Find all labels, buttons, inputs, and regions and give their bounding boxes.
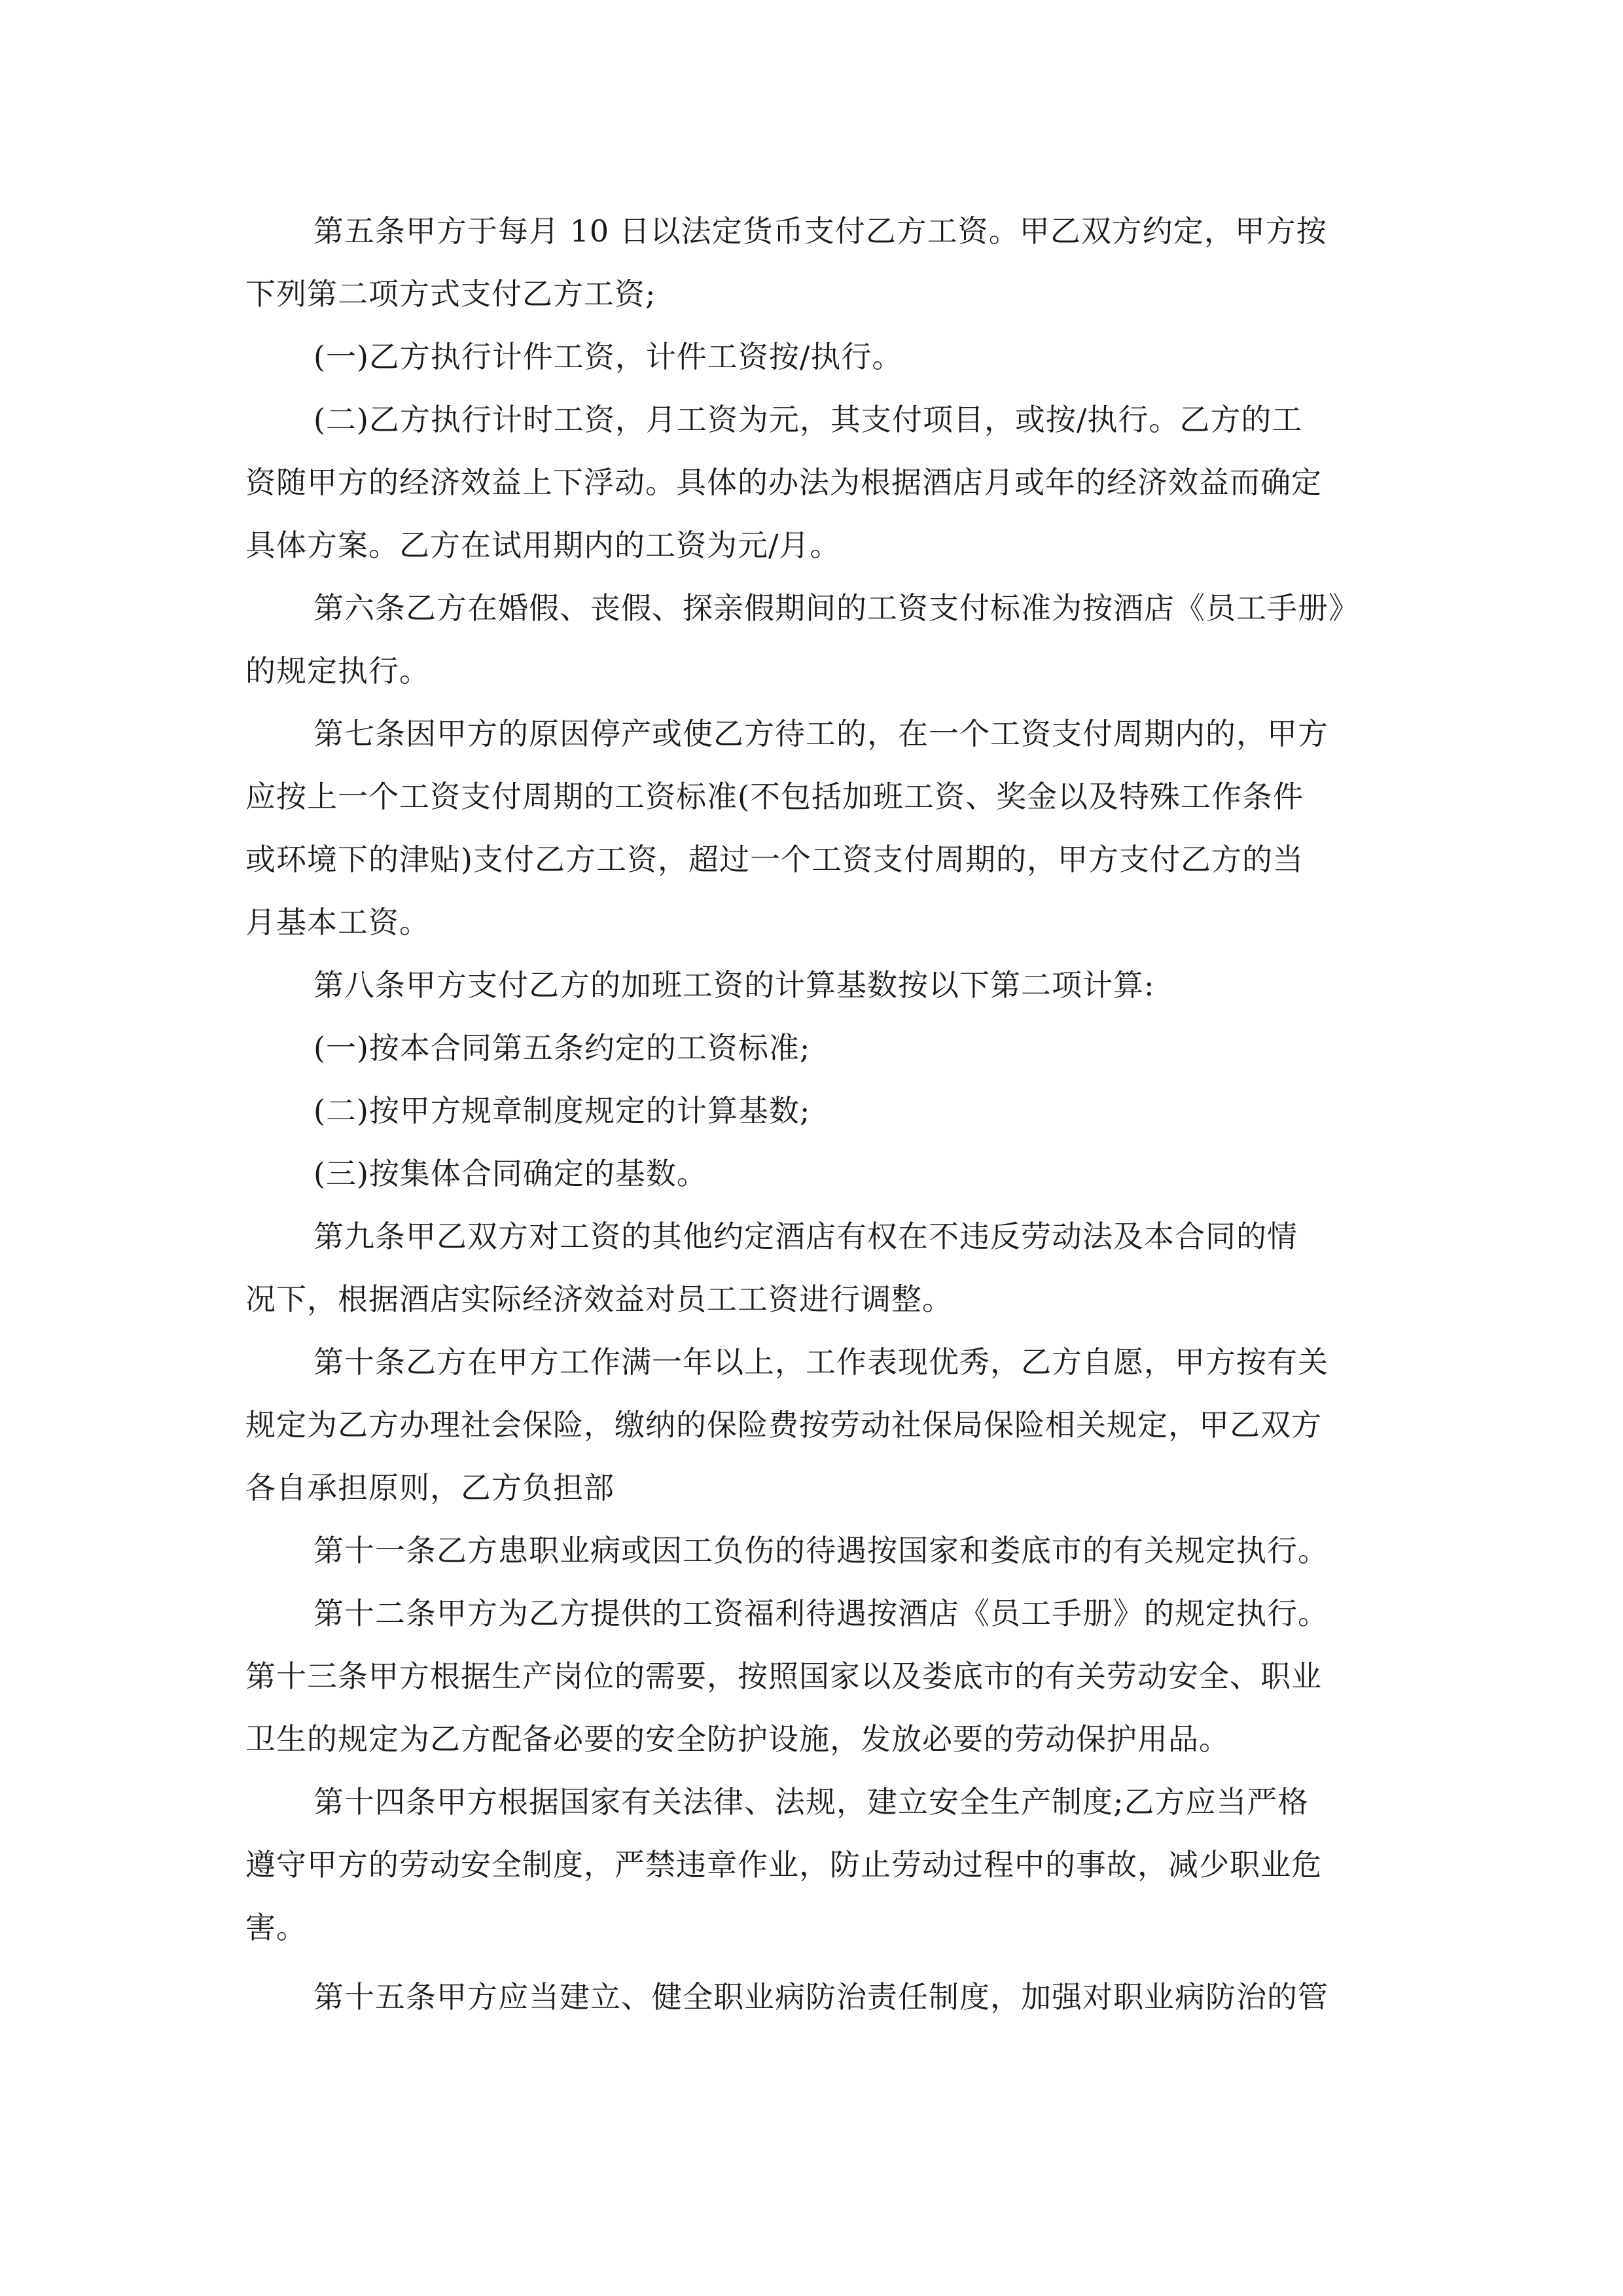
paragraph-line: 的规定执行。 xyxy=(245,653,430,689)
paragraph-line: 规定为乙方办理社会保险，缴纳的保险费按劳动社保局保险相关规定，甲乙双方 xyxy=(245,1407,1322,1443)
paragraph-line: 应按上一个工资支付周期的工资标准(不包括加班工资、奖金以及特殊工作条件 xyxy=(245,779,1304,814)
paragraph-line: (三)按集体合同确定的基数。 xyxy=(313,1156,707,1191)
paragraph-line: 第八条甲方支付乙方的加班工资的计算基数按以下第二项计算: xyxy=(313,967,1155,1003)
paragraph-line: 遵守甲方的劳动安全制度，严禁违章作业，防止劳动过程中的事故，减少职业危 xyxy=(245,1847,1322,1882)
paragraph-line: 月基本工资。 xyxy=(245,905,430,940)
paragraph-line: 各自承担原则，乙方负担部 xyxy=(245,1470,615,1505)
paragraph-line: 况下，根据酒店实际经济效益对员工工资进行调整。 xyxy=(245,1282,953,1317)
paragraph-line: 第十二条甲方为乙方提供的工资福利待遇按酒店《员工手册》的规定执行。 xyxy=(313,1596,1329,1631)
paragraph-line: (二)按甲方规章制度规定的计算基数; xyxy=(313,1093,811,1128)
paragraph-line: 下列第二项方式支付乙方工资; xyxy=(245,276,656,312)
paragraph-line: 第六条乙方在婚假、丧假、探亲假期间的工资支付标准为按酒店《员工手册》 xyxy=(313,590,1359,626)
paragraph-line: 具体方案。乙方在试用期内的工资为元/月。 xyxy=(245,528,841,563)
paragraph-line: 资随甲方的经济效益上下浮动。具体的办法为根据酒店月或年的经济效益而确定 xyxy=(245,465,1322,500)
paragraph-line: 第十五条甲方应当建立、健全职业病防治责任制度，加强对职业病防治的管 xyxy=(313,1979,1329,2015)
paragraph-line: 第十四条甲方根据国家有关法律、法规，建立安全生产制度;乙方应当严格 xyxy=(313,1784,1309,1820)
paragraph-line: (一)乙方执行计件工资，计件工资按/执行。 xyxy=(313,339,903,374)
paragraph-line: 第七条因甲方的原因停产或使乙方待工的，在一个工资支付周期内的，甲方 xyxy=(313,716,1329,751)
paragraph-line: 卫生的规定为乙方配备必要的安全防护设施，发放必要的劳动保护用品。 xyxy=(245,1721,1230,1757)
paragraph-line: (二)乙方执行计时工资，月工资为元，其支付项目，或按/执行。乙方的工 xyxy=(313,402,1303,437)
paragraph-line: 或环境下的津贴)支付乙方工资，超过一个工资支付周期的，甲方支付乙方的当 xyxy=(245,842,1304,877)
paragraph-line: 第九条甲乙双方对工资的其他约定酒店有权在不违反劳动法及本合同的情 xyxy=(313,1219,1298,1254)
paragraph-line: 害。 xyxy=(245,1910,307,1945)
paragraph-line: 第十条乙方在甲方工作满一年以上，工作表现优秀，乙方自愿，甲方按有关 xyxy=(313,1344,1329,1380)
paragraph-line: (一)按本合同第五条约定的工资标准; xyxy=(313,1030,811,1066)
paragraph-line: 第五条甲方于每月 10 日以法定货币支付乙方工资。甲乙双方约定，甲方按 xyxy=(313,213,1327,249)
paragraph-line: 第十一条乙方患职业病或因工负伤的待遇按国家和娄底市的有关规定执行。 xyxy=(313,1533,1329,1568)
document-body xyxy=(245,200,1381,2028)
paragraph-line: 第十三条甲方根据生产岗位的需要，按照国家以及娄底市的有关劳动安全、职业 xyxy=(245,1659,1322,1694)
